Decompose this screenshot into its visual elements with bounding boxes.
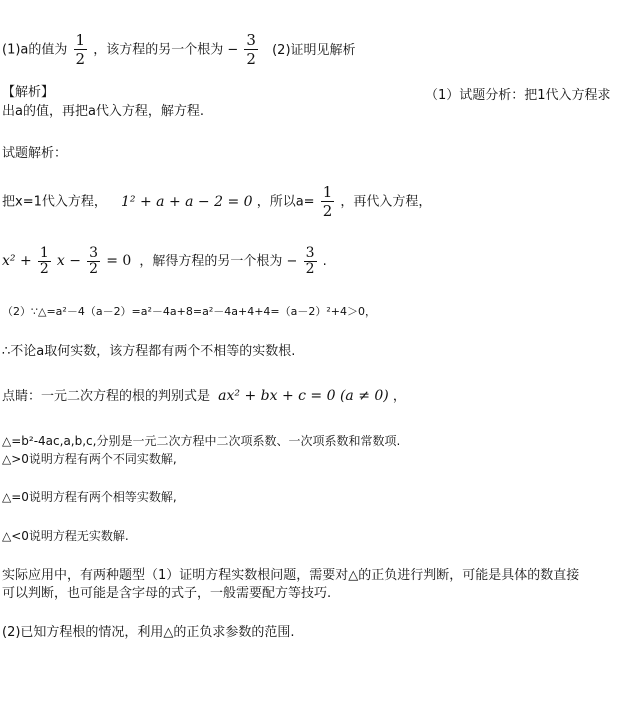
tips-line2: △=b²-4ac,a,b,c,分别是一元二次方程中二次项系数、一次项系数和常数项. xyxy=(2,434,401,448)
answer-part1-prefix: (1)a的值为 xyxy=(2,42,68,58)
step2-end: . xyxy=(322,254,327,269)
fraction-numerator: 3 xyxy=(89,245,99,261)
step1-so: ，所以a= xyxy=(256,194,315,210)
tips-line3: △>0说明方程有两个不同实数解, xyxy=(2,452,177,466)
step1-equation: 1² + a + a − 2 = 0 xyxy=(121,193,253,210)
analysis-line2: 出a的值，再把a代入方程，解方程. xyxy=(2,104,205,119)
fraction-denominator: 2 xyxy=(75,50,86,68)
step2-eq-c: = 0 xyxy=(106,253,132,269)
step2-text: ，解得方程的另一个根为 − xyxy=(139,254,298,269)
answer-line xyxy=(2,32,356,68)
answer-root-fraction xyxy=(244,32,258,68)
fraction-numerator: 1 xyxy=(39,245,49,261)
tips-line5: △<0说明方程无实数解. xyxy=(2,529,129,543)
step2-fraction2 xyxy=(87,246,100,277)
answer-part2: (2)证明见解析 xyxy=(272,42,356,58)
tips-line7: 可以判断，也可能是含字母的式子，一般需要配方等技巧. xyxy=(2,586,332,601)
tips-line4: △=0说明方程有两个相等实数解, xyxy=(2,490,177,504)
step2-fraction1 xyxy=(38,246,51,277)
fraction-denominator: 2 xyxy=(322,202,333,220)
analysis-right-text: （1）试题分析：把1代入方程求 xyxy=(425,88,611,103)
tips-line6: 实际应用中，有两种题型（1）证明方程实数根问题，需要对△的正负进行判断，可能是具体的数直接 xyxy=(2,568,580,583)
fraction-denominator: 2 xyxy=(39,261,49,277)
answer-part1-mid: ，该方程的另一个根为 xyxy=(93,42,224,58)
solution-step1 xyxy=(2,184,431,220)
step2-eq-b: x − xyxy=(56,253,81,269)
answer-a-fraction xyxy=(74,32,88,68)
step1-fraction xyxy=(321,184,335,220)
fraction-denominator: 2 xyxy=(305,261,315,277)
tips-line8: (2)已知方程根的情况，利用△的正负求参数的范围. xyxy=(2,625,295,640)
step1-prefix: 把x=1代入方程， xyxy=(2,194,107,210)
discriminant-formula: ax² + bx + c = 0 (a ≠ 0) xyxy=(218,388,389,404)
solution-part2-line: （2）∵△=a²－4（a－2）=a²－4a+8=a²－4a+4+4=（a－2）²+4＞0， xyxy=(2,305,376,318)
fraction-denominator: 2 xyxy=(89,261,99,277)
tips-line1 xyxy=(2,387,406,406)
fraction-numerator: 3 xyxy=(305,245,315,261)
fraction-numerator: 1 xyxy=(75,31,86,49)
solution-conclusion: ∴不论a取何实数，该方程都有两个不相等的实数根. xyxy=(2,344,296,359)
step2-fraction3 xyxy=(304,246,317,277)
fraction-denominator: 2 xyxy=(246,50,256,68)
solution-label: 试题解析： xyxy=(2,146,68,161)
fraction-numerator: 1 xyxy=(322,183,333,201)
solution-step2 xyxy=(2,246,327,277)
answer-minus: − xyxy=(227,42,239,58)
step2-eq-a: x² + xyxy=(2,253,32,269)
tips-line1-prefix: 点睛：一元二次方程的根的判别式是 xyxy=(2,389,211,404)
fraction-numerator: 3 xyxy=(246,31,256,49)
step1-suffix: ，再代入方程， xyxy=(340,194,432,210)
analysis-heading: 【解析】 xyxy=(2,85,55,100)
tips-line1-suffix: ， xyxy=(392,389,406,404)
